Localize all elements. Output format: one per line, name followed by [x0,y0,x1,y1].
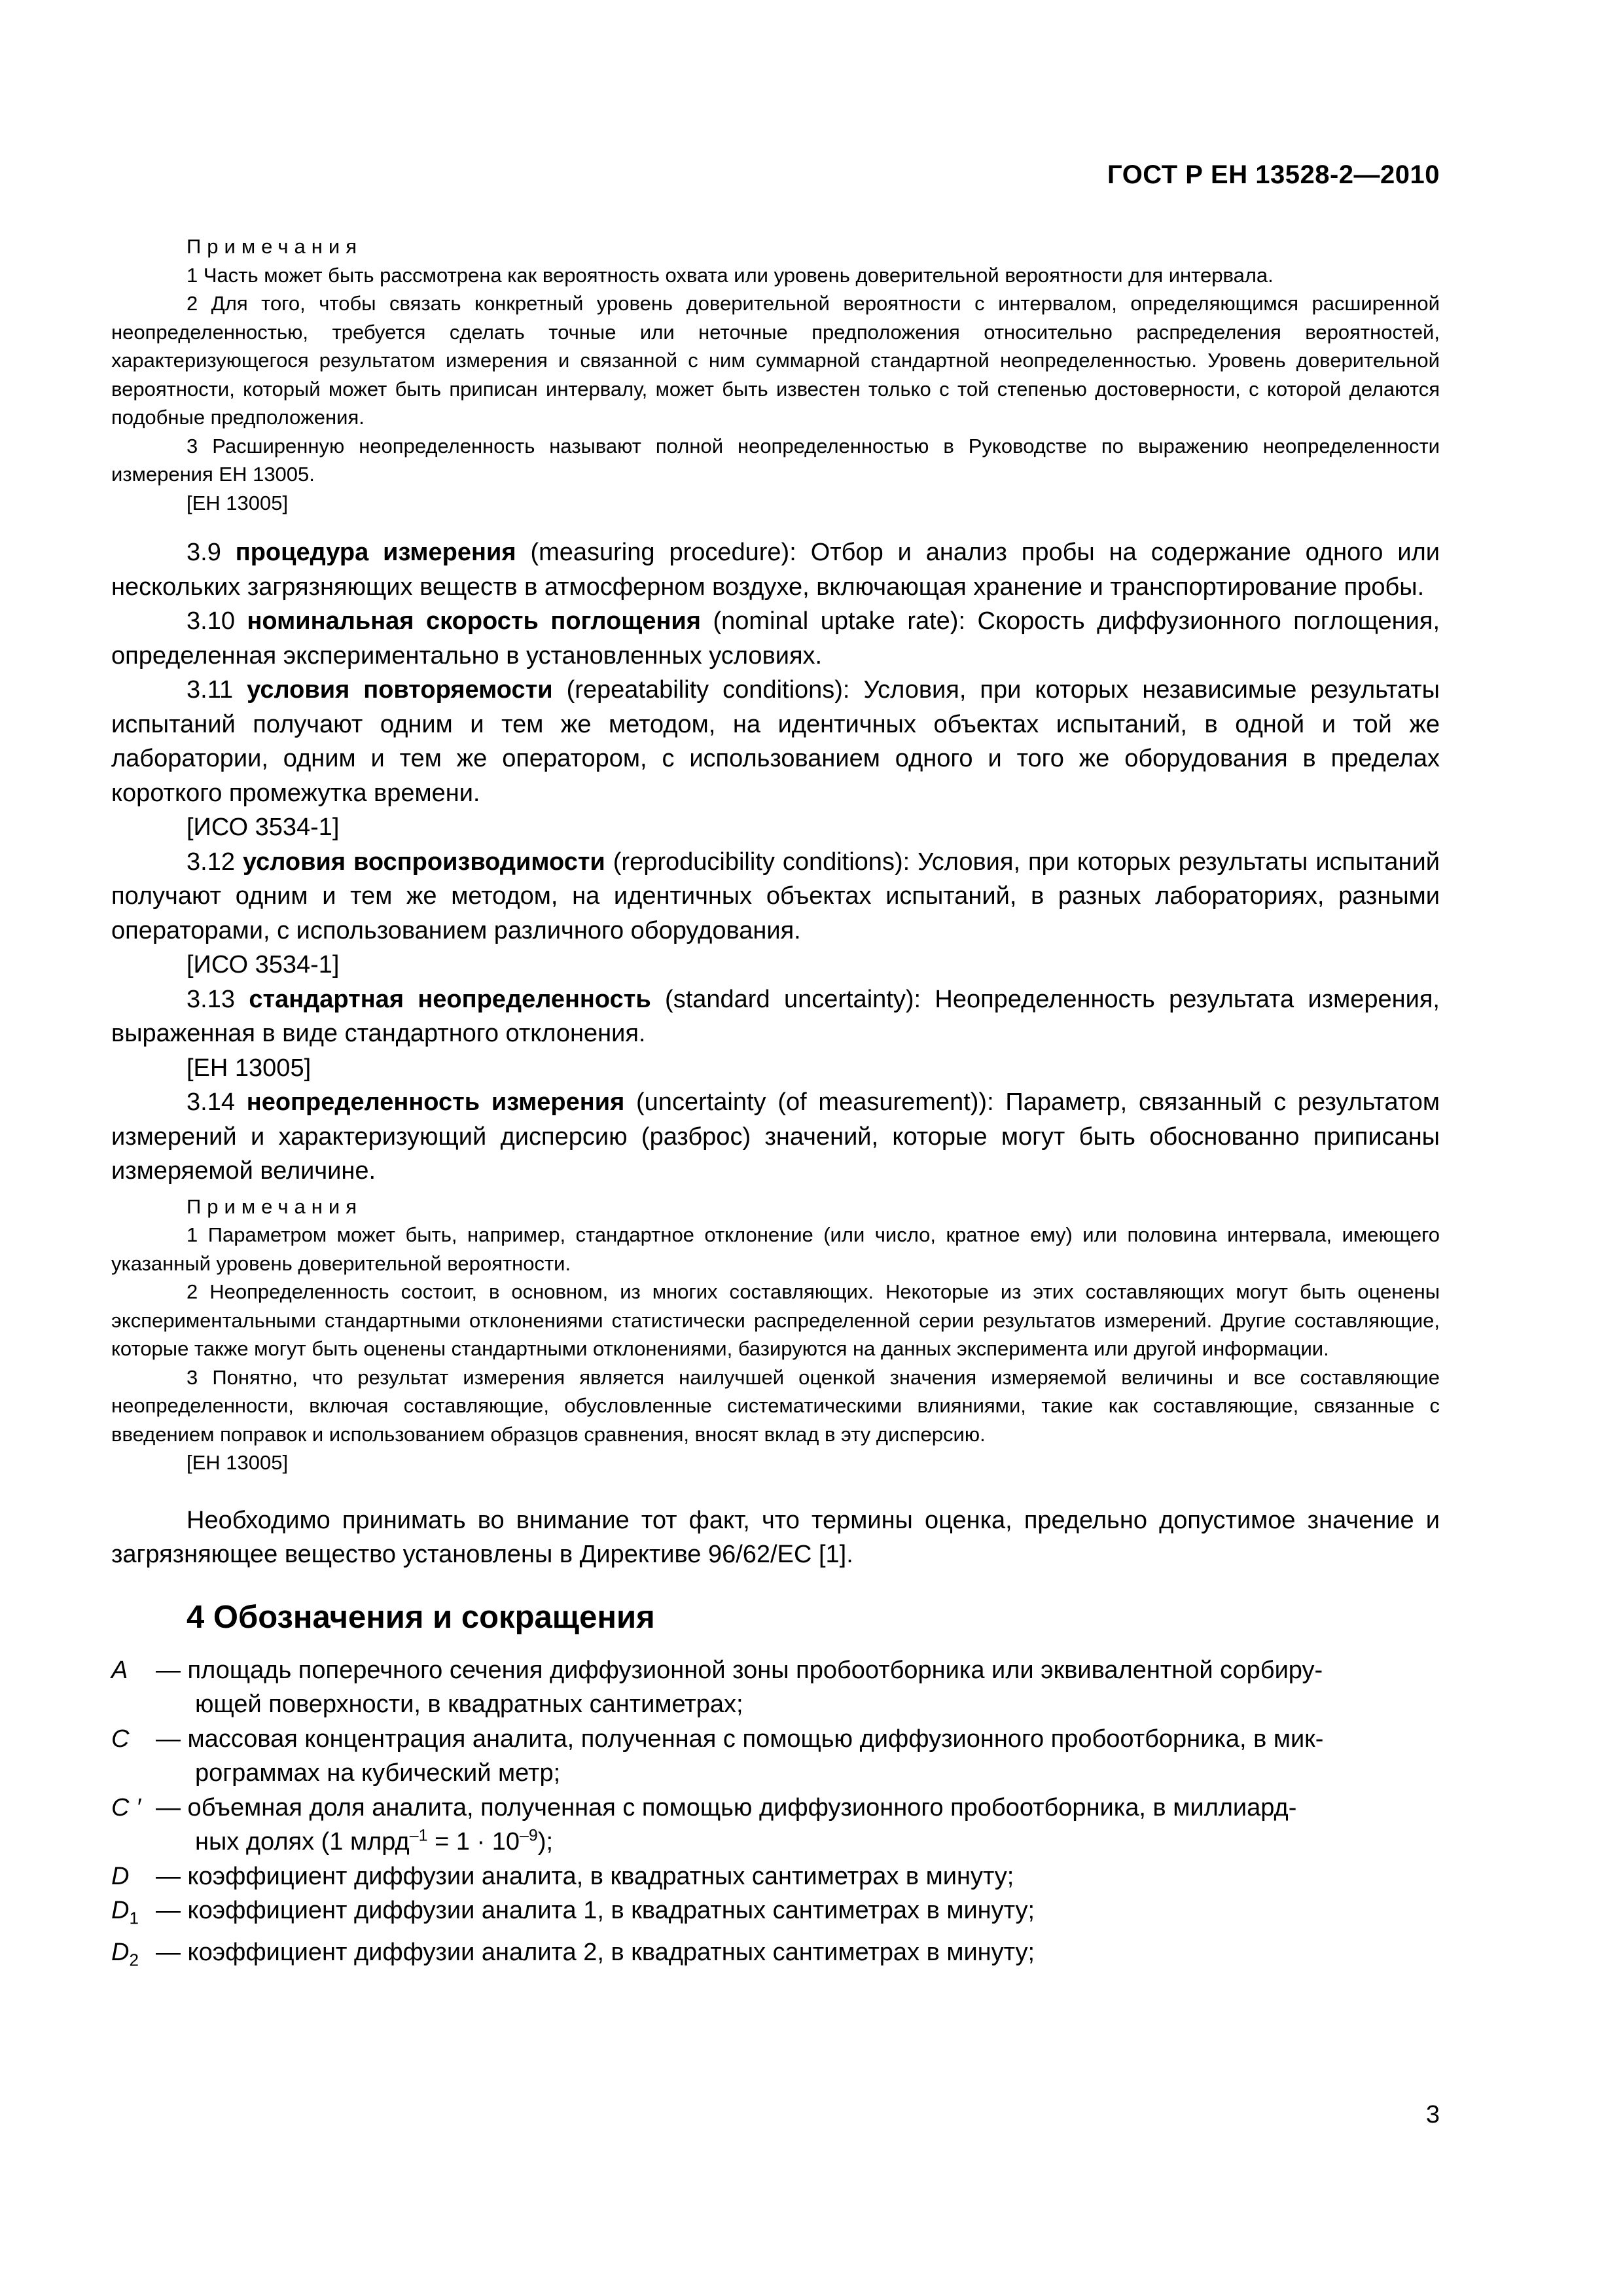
term-reference: [ИСО 3534-1] [187,951,340,978]
symbol-description: — объемная доля аналита, полученная с помощью диффузионного пробоотборника, в миллиард- ных долях (1 млрд$^{-1}$ = $1 \cdot 10^{-9}$); [156,1793,1297,1856]
symbol-description: — коэффициент диффузии аналита, в квадратных сантиметрах в минуту; [156,1862,1014,1890]
symbol-description: — коэффициент диффузии аналита 2, в квадратных сантиметрах в минуту; [156,1939,1035,1967]
term-definition: (measuring procedure): Отбор и анализ пробы на содержание одного или нескольких загрязняющих веществ в атмосферном воздухе, включающая хранение и транспортирование пробы. [111,539,1440,601]
symbol-row [111,1935,1440,1977]
term-number: 3.9 [187,539,221,566]
symbol-row [111,1859,1440,1894]
symbols-list [111,1653,1440,1978]
symbol: A [111,1656,128,1684]
symbol: $D_2$ [111,1939,139,1970]
section-4-title: 4 Обозначения и сокращения [187,1599,655,1635]
symbol-description: — массовая концентрация аналита, полученная с помощью диффузионного пробоотборника, в мик- рограммах на кубический метр; [156,1725,1324,1787]
symbol: $D_1$ [111,1897,139,1928]
term-3-12 [111,845,1440,948]
note-3: 3 Понятно, что результат измерения является наилучшей оценкой значения измеряемой величины и все составляющие неопределенности, включая составляющие, обусловленные систематическими влияниями, такие как составляющие, связанные с введением поправок и использованием образцов сравнения, вносят вклад в эту дисперсию. [111,1365,1440,1446]
term-name: условия повторяемости [247,676,553,704]
symbol-row [111,1791,1440,1859]
note-1: 1 Параметром может быть, например, стандартное отклонение (или число, кратное ему) или половина интервала, имеющего указанный уровень доверительной вероятности. [111,1223,1440,1275]
term-definition: (nominal uptake rate): Скорость диффузионного поглощения, определенная экспериментально в установленных условиях. [111,607,1440,670]
term-reference: [ИСО 3534-1] [187,814,340,841]
symbol-description: — площадь поперечного сечения диффузионной зоны пробоотборника или эквивалентной сорбиру- ющей поверхности, в квадратных сантиметрах; [156,1656,1323,1718]
notes-title: Примечания [187,235,363,258]
term-number: 3.12 [187,848,235,876]
term-3-13 [111,982,1440,1051]
note-1: 1 Часть может быть рассмотрена как вероятность охвата или уровень доверительной вероятности для интервала. [187,263,1274,287]
symbol: C [111,1725,130,1753]
page-content [111,232,1440,1977]
closing-paragraph: Необходимо принимать во внимание тот факт, что термины оценка, предельно допустимое значение и загрязняющее вещество установлены в Директиве 96/62/ЕС [1]. [111,1506,1440,1568]
notes-title: Примечания [187,1194,363,1218]
term-definition: (standard uncertainty): Неопределенность результата измерения, выраженная в виде стандартного отклонения. [111,985,1440,1047]
term-name: номинальная скорость поглощения [247,607,701,635]
term-3-10 [111,604,1440,673]
note-reference: [ЕН 13005] [187,491,289,514]
term-number: 3.11 [187,676,234,704]
term-number: 3.10 [187,607,235,635]
symbol-description: — коэффициент диффузии аналита 1, в квадратных сантиметрах в минуту; [156,1897,1035,1924]
term-definition: (uncertainty (of measurement)): Параметр, связанный с результатом измерений и характеризующий дисперсию (разброс) значений, которые могут быть обоснованно приписаны измеряемой величине. [111,1088,1440,1185]
term-number: 3.14 [187,1088,235,1116]
term-name: неопределенность измерения [246,1088,625,1116]
note-2: 2 Для того, чтобы связать конкретный уровень доверительной вероятности с интервалом, определяющимся расширенной неопределенностью, требуется сделать точные или неточные предположения относительно распределения вероятностей, характеризующегося результатом измерения и связанной с ним суммарной стандартной неопределенностью. Уровень доверительной вероятности, который может быть приписан интервалу, может быть известен только с той степенью достоверности, с которой делаются подобные предположения. [111,292,1440,429]
term-reference: [ЕН 13005] [187,1054,312,1082]
term-definition: (repeatability conditions): Условия, при которых независимые результаты испытаний получают одним и тем же методом, на идентичных объектах испытаний, в одной и той же лаборатории, одним и тем же оператором, с использованием одного и того же оборудования в пределах короткого промежутка времени. [111,676,1440,807]
symbol: C ′ [111,1793,141,1821]
symbol-row [111,1893,1440,1935]
symbol: D [111,1862,130,1890]
symbol-row [111,1722,1440,1791]
note-reference: [ЕН 13005] [187,1451,289,1474]
term-3-9 [111,535,1440,604]
note-2: 2 Неопределенность состоит, в основном, из многих составляющих. Некоторые из этих составляющих могут быть оценены экспериментальными стандартными отклонениями статистически распределенной серии результатов измерений. Другие составляющие, которые также могут быть оценены стандартными отклонениями, базируются на данных эксперимента или другой информации. [111,1280,1440,1360]
page-number: 3 [1425,2101,1440,2128]
document-number-header: ГОСТ Р ЕН 13528-2—2010 [1107,160,1440,189]
term-3-11 [111,673,1440,810]
term-name: процедура измерения [235,539,516,566]
term-name: стандартная неопределенность [249,985,651,1013]
term-name: условия воспроизводимости [242,848,605,876]
term-definition: (reproducibility conditions): Условия, при которых результаты испытаний получают одним и тем же методом, на идентичных объектах испытаний, в разных лабораториях, разными операторами, с использованием различного оборудования. [111,848,1440,944]
term-number: 3.13 [187,985,235,1013]
term-3-14 [111,1085,1440,1189]
note-3: 3 Расширенную неопределенность называют полной неопределенностью в Руководстве по выражению неопределенности измерения ЕН 13005. [111,434,1440,486]
symbol-row [111,1653,1440,1722]
